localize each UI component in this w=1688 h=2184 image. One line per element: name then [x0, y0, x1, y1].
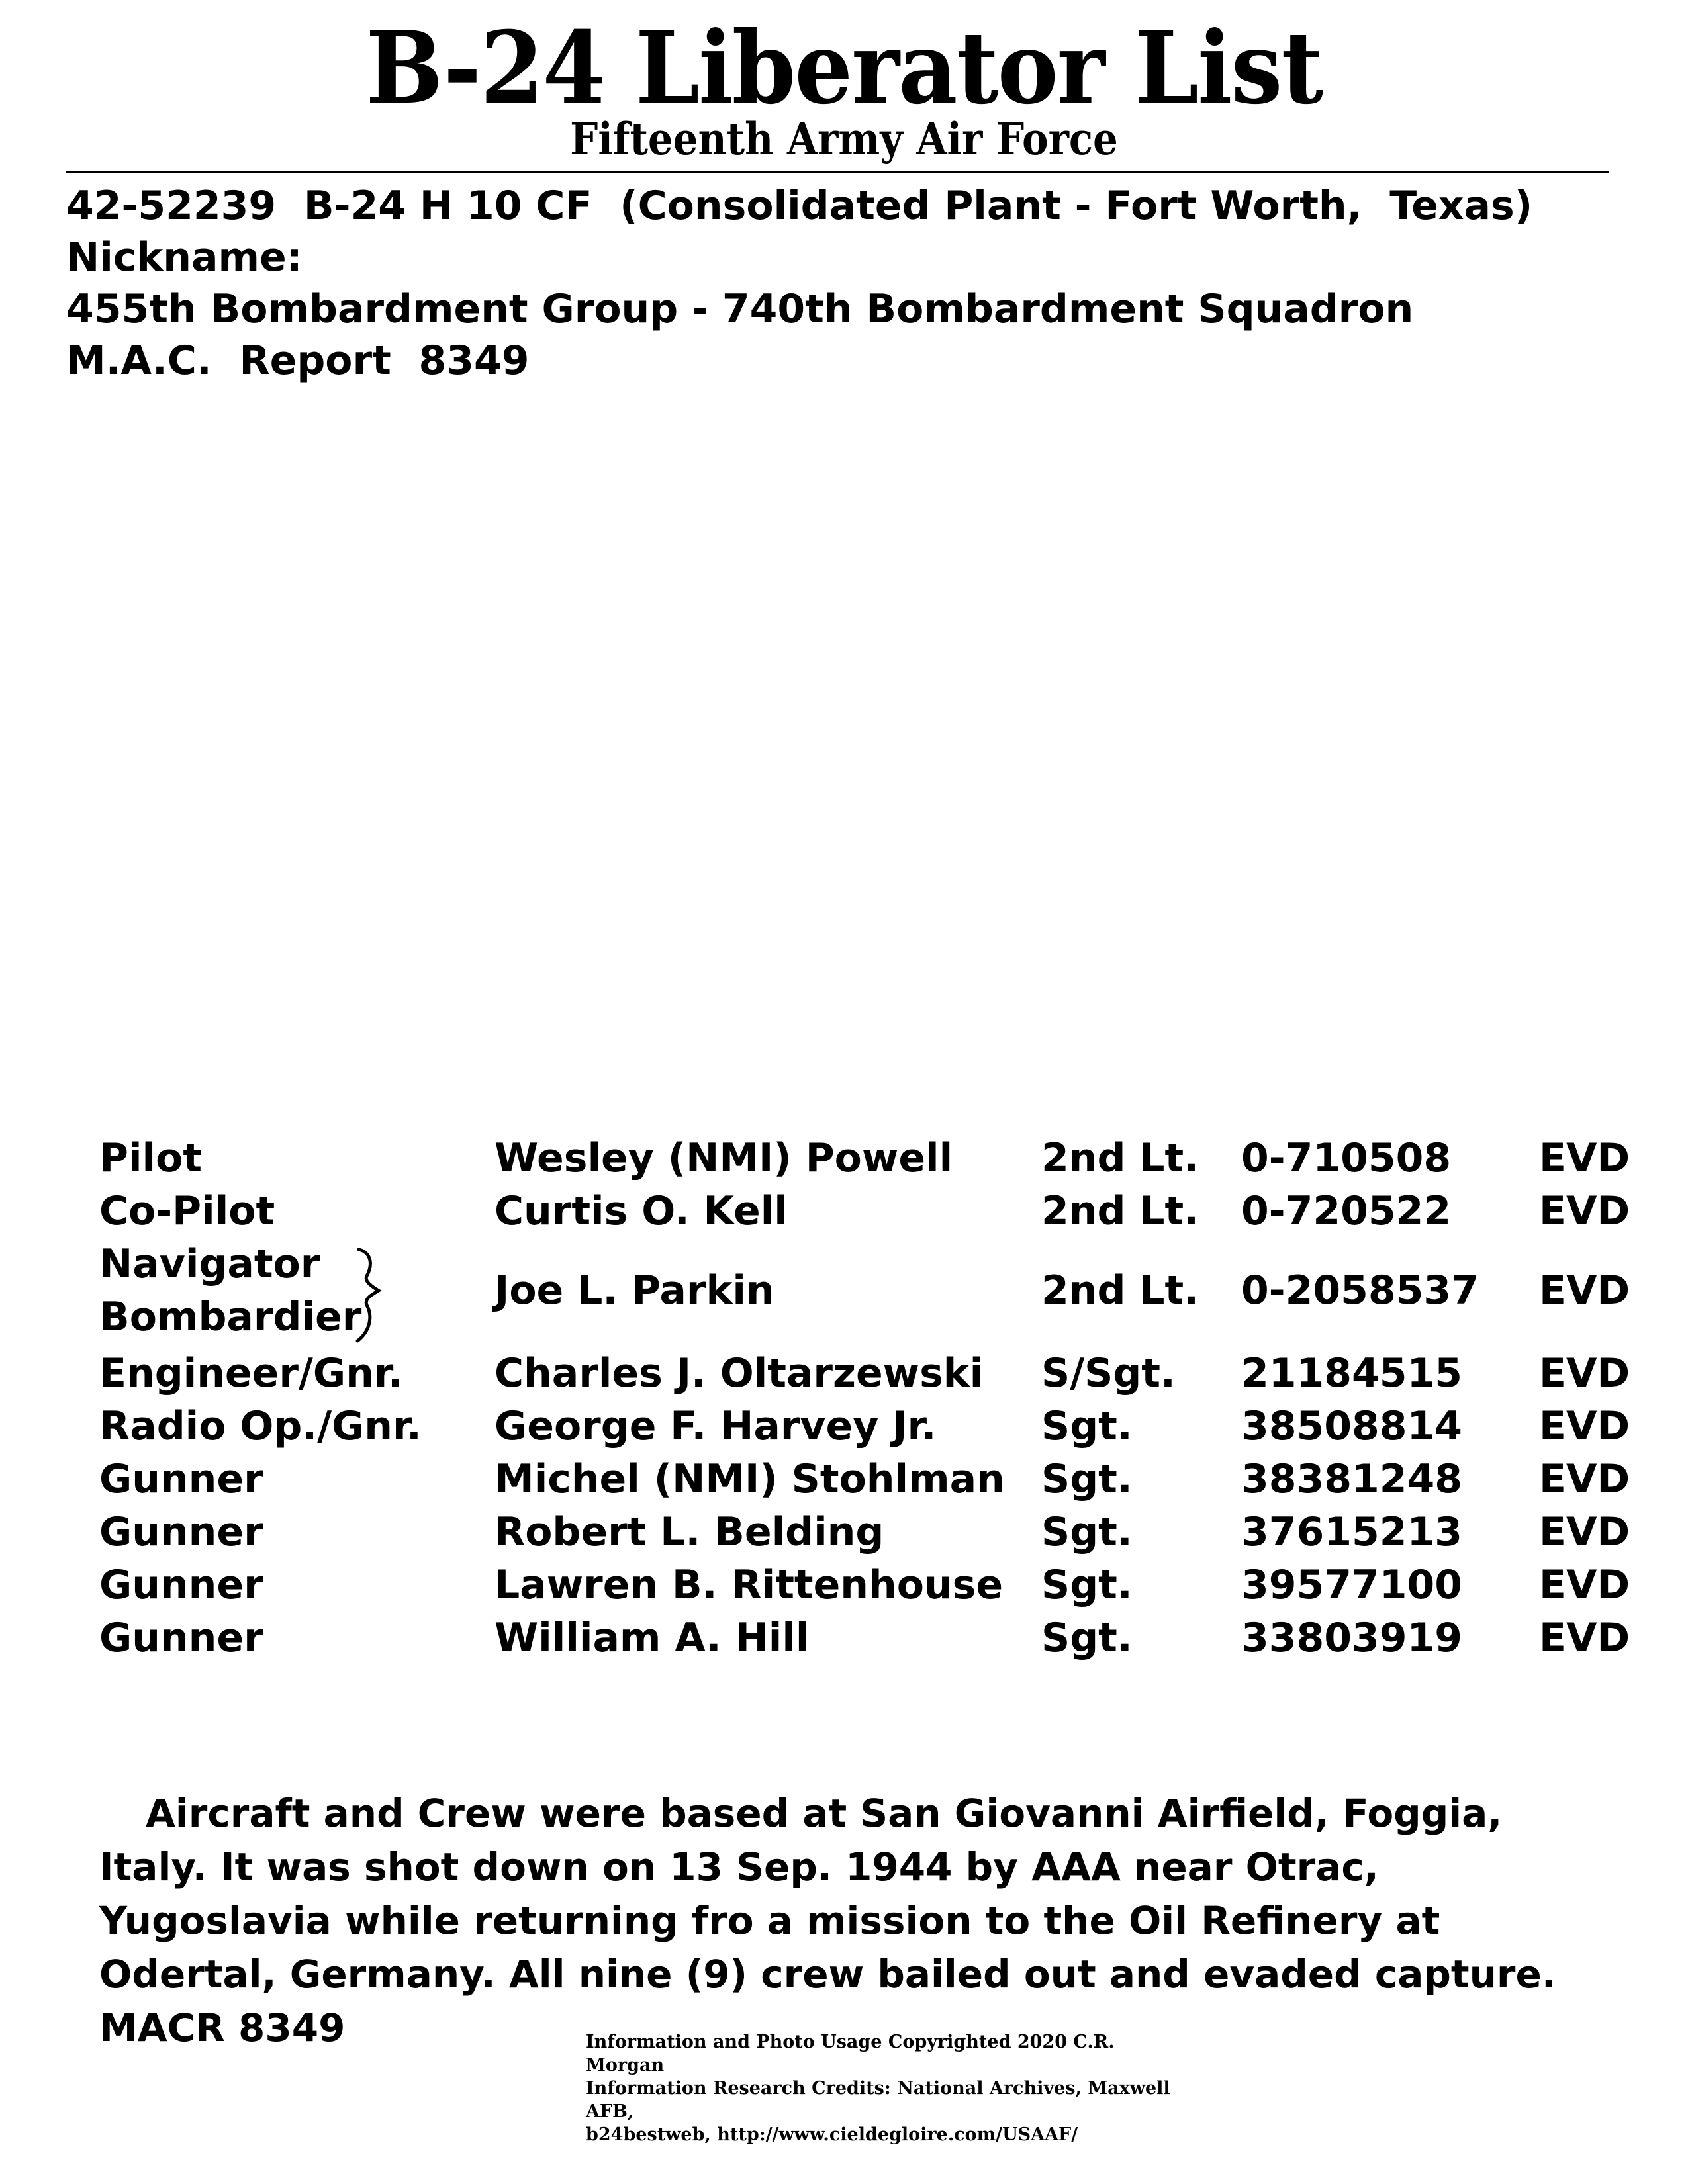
- crew-position: Gunner: [99, 1615, 263, 1661]
- crew-name: Charles J. Oltarzewski: [494, 1350, 984, 1396]
- aircraft-unit: 455th Bombardment Group - 740th Bombardment Squadron: [66, 286, 1414, 332]
- crew-status: EVD: [1539, 1456, 1630, 1502]
- crew-rank: S/Sgt.: [1041, 1350, 1176, 1396]
- crew-status: EVD: [1539, 1188, 1630, 1234]
- crew-name: Wesley (NMI) Powell: [494, 1135, 953, 1181]
- crew-position: Gunner: [99, 1509, 263, 1555]
- crew-rank: 2nd Lt.: [1041, 1135, 1199, 1181]
- crew-name: George F. Harvey Jr.: [494, 1403, 937, 1449]
- narrative-paragraph: Aircraft and Crew were based at San Giovanni Airfield, Foggia, Italy. It was shot down on 13 Sep. 1944 by AAA near Otrac, Yugoslavia while returning fro a mission to the Oil Refinery at Odertal, Germany. All nine (9) crew bailed out and evaded capture. MACR 8349: [99, 1791, 1556, 2050]
- crew-serial: 0-710508: [1241, 1135, 1452, 1181]
- crew-rank: Sgt.: [1041, 1562, 1133, 1608]
- crew-position: Engineer/Gnr.: [99, 1350, 403, 1396]
- crew-serial: 38508814: [1241, 1403, 1462, 1449]
- crew-rank: Sgt.: [1041, 1456, 1133, 1502]
- crew-rank: Sgt.: [1041, 1615, 1133, 1661]
- crew-position-secondary: Bombardier: [99, 1294, 362, 1340]
- crew-row: [99, 1612, 1630, 1664]
- crew-position: Pilot: [99, 1135, 203, 1181]
- crew-name: Robert L. Belding: [494, 1509, 884, 1555]
- crew-serial: 38381248: [1241, 1456, 1462, 1502]
- crew-row: [99, 1238, 1630, 1347]
- crew-serial: 0-720522: [1241, 1188, 1452, 1234]
- crew-position: Navigator: [99, 1241, 320, 1287]
- crew-rank: Sgt.: [1041, 1403, 1133, 1449]
- crew-status: EVD: [1539, 1403, 1630, 1449]
- crew-rank: 2nd Lt.: [1041, 1188, 1199, 1234]
- crew-rank: 2nd Lt.: [1041, 1267, 1199, 1314]
- crew-serial: 39577100: [1241, 1562, 1462, 1608]
- crew-row: [99, 1400, 1630, 1453]
- crew-table: [99, 1132, 1630, 1664]
- page-subtitle: Fifteenth Army Air Force: [570, 113, 1118, 165]
- title-divider: [66, 171, 1609, 173]
- credits-line: Information Research Credits: National Archives, Maxwell AFB,: [586, 2078, 1170, 2122]
- crew-status: EVD: [1539, 1267, 1630, 1314]
- crew-status: EVD: [1539, 1350, 1630, 1396]
- crew-position: Gunner: [99, 1456, 263, 1502]
- crew-status: EVD: [1539, 1615, 1630, 1661]
- crew-row: [99, 1453, 1630, 1506]
- crew-serial: 21184515: [1241, 1350, 1462, 1396]
- crew-status: EVD: [1539, 1509, 1630, 1555]
- crew-row: [99, 1132, 1630, 1185]
- crew-serial: 0-2058537: [1241, 1267, 1479, 1314]
- crew-name: Curtis O. Kell: [494, 1188, 788, 1234]
- aircraft-nickname: Nickname:: [66, 234, 303, 281]
- crew-position: Gunner: [99, 1562, 263, 1608]
- crew-name: Michel (NMI) Stohlman: [494, 1456, 1005, 1502]
- credits-line: b24bestweb, http://www.cieldegloire.com/USAAF/: [586, 2124, 1078, 2145]
- credits-block: [586, 2030, 1182, 2146]
- crew-name: Lawren B. Rittenhouse: [494, 1562, 1004, 1608]
- crew-row: [99, 1185, 1630, 1238]
- credits-line: Information and Photo Usage Copyrighted 2020 C.R. Morgan: [586, 2032, 1115, 2075]
- crew-status: EVD: [1539, 1562, 1630, 1608]
- crew-row: [99, 1506, 1630, 1559]
- crew-row: [99, 1559, 1630, 1612]
- crew-name: Joe L. Parkin: [494, 1267, 774, 1314]
- page-title: B-24 Liberator List: [365, 10, 1323, 126]
- crew-rank: Sgt.: [1041, 1509, 1133, 1555]
- crew-serial: 33803919: [1241, 1615, 1462, 1661]
- crew-status: EVD: [1539, 1135, 1630, 1181]
- brace-icon: [350, 1244, 389, 1343]
- crew-name: William A. Hill: [494, 1615, 810, 1661]
- aircraft-report: M.A.C. Report 8349: [66, 338, 530, 384]
- crew-serial: 37615213: [1241, 1509, 1462, 1555]
- aircraft-serial-line: 42-52239 B-24 H 10 CF (Consolidated Plant - Fort Worth, Texas): [66, 183, 1533, 229]
- crew-row: [99, 1347, 1630, 1400]
- crew-position: Radio Op./Gnr.: [99, 1403, 422, 1449]
- crew-position: Co-Pilot: [99, 1188, 275, 1234]
